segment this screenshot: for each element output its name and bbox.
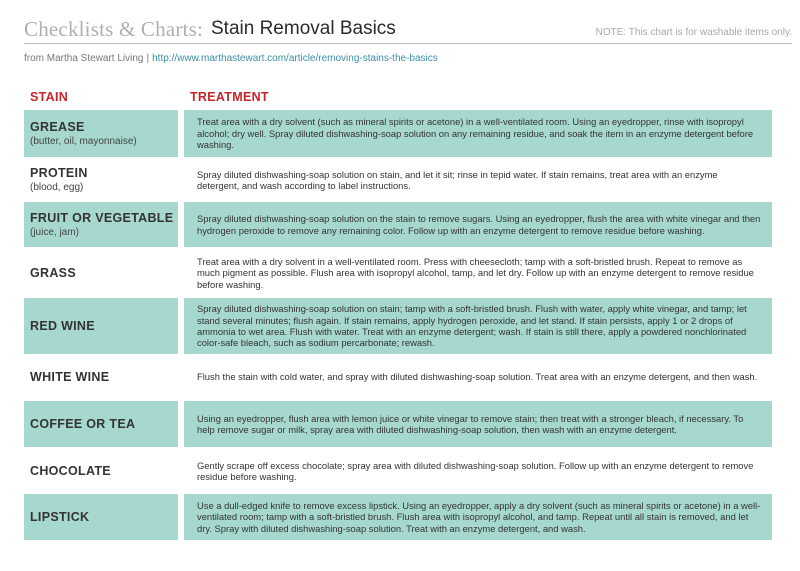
treatment-text: Treat area with a dry solvent in a well-ventilated room. Press with cheesecloth; tamp with a soft-bristled brush. Repeat to remove as much pigment as possible. Flush area with isopropyl alcohol, tamp, and let dry. Follow up with an enzyme detergent to remove residue before washing. xyxy=(197,255,754,290)
stain-name: CHOCOLATE xyxy=(30,463,111,478)
stain-column-header: STAIN xyxy=(30,90,69,104)
treatment-cell xyxy=(184,494,772,540)
treatment-text: Spray diluted dishwashing-soap solution on the stain to remove sugars. Using an eyedropper, flush the area with white vinegar and then hydrogen peroxide to remove any remaining color. Follow up with an enzyme detergent to remove residue before washing. xyxy=(197,213,761,236)
washable-note: NOTE: This chart is for washable items only. xyxy=(595,27,792,38)
treatment-text: Flush the stain with cold water, and spray with diluted dishwashing-soap solution. Treat area with an enzyme detergent, and then wash. xyxy=(197,371,758,383)
treatment-cell xyxy=(184,160,772,200)
treatment-text: Use a dull-edged knife to remove excess lipstick. Using an eyedropper, apply a dry solvent (such as mineral spirits or acetone) in a well-ventilated room; tamp with a soft-bristled brush. Flush area with isopropyl alcohol, and tamp. Repeat until all stain is removed, and let dry. Spray with diluted dishwashing-soap solution. Treat with an enzyme detergent, and wash. xyxy=(197,499,761,534)
stain-name: RED WINE xyxy=(30,318,95,333)
series-title: Checklists & Charts: xyxy=(24,17,203,41)
stain-row-grease xyxy=(24,110,772,157)
stain-examples: (juice, jam) xyxy=(30,226,79,238)
stain-row-protein xyxy=(24,160,772,200)
source-line xyxy=(24,53,438,64)
treatment-cell xyxy=(184,250,772,296)
source-label: from Martha Stewart Living xyxy=(24,53,144,64)
treatment-text: Treat area with a dry solvent (such as mineral spirits or acetone) in a well-ventilated room. Using an eyedropper, rinse with isopropyl alcohol; dry well. Spray diluted dishwashing-soap solution on any remaining residue, and soak the item in an enzyme detergent before washing. xyxy=(197,116,754,151)
source-link[interactable]: http://www.marthastewart.com/article/removing-stains-the-basics xyxy=(152,53,438,64)
stain-examples: (blood, egg) xyxy=(30,182,84,193)
stain-name: LIPSTICK xyxy=(30,509,90,524)
stain-name: GREASE xyxy=(30,119,85,134)
stain-cell xyxy=(24,110,178,157)
treatment-text: Spray diluted dishwashing-soap solution on stain, and let it sit; rinse in tepid water. If stain remains, treat area with an enzyme detergent, and wash according to label instructions. xyxy=(197,168,718,191)
stain-name: COFFEE OR TEA xyxy=(30,416,136,431)
stain-cell xyxy=(24,298,178,354)
treatment-cell xyxy=(184,298,772,354)
stain-cell xyxy=(24,160,178,200)
stain-cell xyxy=(24,250,178,296)
treatment-text: Spray diluted dishwashing-soap solution on stain; tamp with a soft-bristled brush. Flush with water, apply white vinegar, and tamp; let stand several minutes; flush again. If stain remains, apply hydrogen peroxide, and let stand. If stain persists, apply 1 or 2 drops of ammonia to wet area. Flush with water. Treat with an enzyme detergent; wash. If stain is still there, apply a powdered nonchlorinated color-safe bleach, such as sodium percarbonate; rewash. xyxy=(197,303,747,349)
page-header xyxy=(24,17,792,43)
stain-cell xyxy=(24,451,178,491)
stain-name: PROTEIN xyxy=(30,166,88,180)
stain-cell xyxy=(24,494,178,540)
source-separator: | xyxy=(146,53,150,64)
stain-name: WHITE WINE xyxy=(30,369,110,384)
treatment-cell xyxy=(184,451,772,491)
stain-row-red-wine xyxy=(24,298,772,354)
stain-row-grass xyxy=(24,250,772,296)
stain-examples: (butter, oil, mayonnaise) xyxy=(30,135,137,147)
treatment-cell xyxy=(184,401,772,447)
treatment-text: Using an eyedropper, flush area with lemon juice or white vinegar to remove stain; then treat with a stronger bleach, if necessary. To help remove sugar or milk, spray area with diluted dishwashing-soap solution, then wash with an enzyme detergent. xyxy=(197,412,744,435)
treatment-cell xyxy=(184,202,772,247)
treatment-cell xyxy=(184,357,772,397)
stain-name: FRUIT OR VEGETABLE xyxy=(30,210,174,225)
stain-row-fruit-vegetable xyxy=(24,202,772,247)
treatment-text: Gently scrape off excess chocolate; spray area with diluted dishwashing-soap solution. Follow up with an enzyme detergent to remove residue before washing. xyxy=(197,459,754,482)
stain-cell xyxy=(24,202,178,247)
treatment-column-header: TREATMENT xyxy=(190,90,269,104)
stain-cell xyxy=(24,357,178,397)
stain-row-chocolate xyxy=(24,451,772,491)
header-divider xyxy=(24,43,792,44)
stain-row-white-wine xyxy=(24,357,772,397)
stain-row-lipstick xyxy=(24,494,772,540)
stain-row-coffee-tea xyxy=(24,401,772,447)
stain-name: GRASS xyxy=(30,265,76,280)
page-title: Stain Removal Basics xyxy=(211,18,396,39)
stain-cell xyxy=(24,401,178,447)
treatment-cell xyxy=(184,110,772,157)
